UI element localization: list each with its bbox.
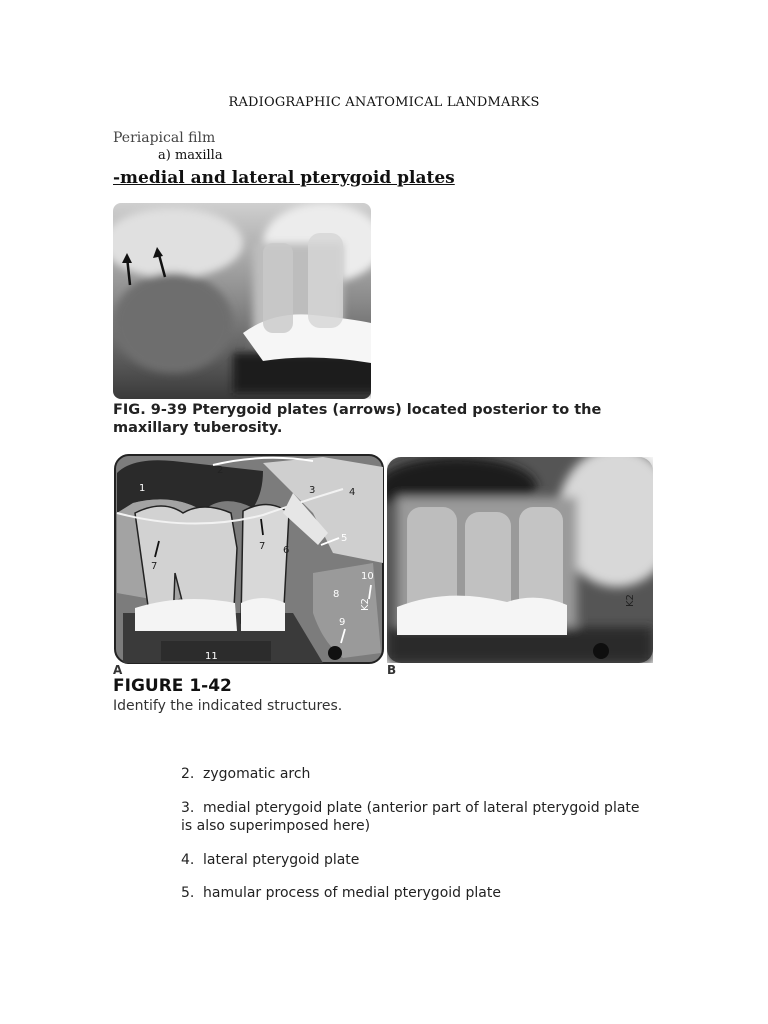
diagram-number: 1 [139, 483, 146, 494]
subsection-label: a) maxilla [158, 148, 223, 163]
answer-number: 5. [181, 885, 195, 901]
diagram-number: 10 [361, 571, 374, 582]
diagram-number: 8 [333, 589, 340, 600]
answer-text: lateral pterygoid plate [203, 852, 360, 868]
panel-label-a: A [113, 663, 123, 677]
answer-number: 2. [181, 766, 195, 782]
film-marking: K2 [625, 594, 636, 607]
diagram-number: 11 [205, 651, 218, 662]
figure-1-42-title: FIGURE 1-42 [113, 676, 232, 696]
diagram-number: 9 [339, 617, 346, 628]
film-marking: K2 [360, 598, 371, 611]
answer-number: 3. [181, 800, 195, 816]
diagram-number: 6 [283, 545, 290, 556]
answer-text: hamular process of medial pterygoid plate [203, 885, 501, 901]
diagram-number: 7 [151, 561, 158, 572]
figure-1-42-diagram [113, 453, 385, 665]
diagram-number: 3 [309, 485, 316, 496]
answer-number: 4. [181, 852, 195, 868]
answer-text: medial pterygoid plate (anterior part of lateral pterygoid plate is also superimposed here) [181, 800, 640, 834]
answer-item [181, 851, 651, 869]
answer-item [181, 765, 651, 783]
diagram-number: 4 [349, 487, 356, 498]
figure-9-39-caption: FIG. 9-39 Pterygoid plates (arrows) located posterior to the maxillary tuberosity. [113, 402, 602, 436]
page-title: RADIOGRAPHIC ANATOMICAL LANDMARKS [228, 95, 540, 110]
diagram-number: 5 [341, 533, 348, 544]
film-type-label: Periapical film [113, 130, 216, 146]
answer-item [181, 884, 651, 902]
pterygoid-xray-image [113, 203, 371, 399]
figure-instruction: Identify the indicated structures. [113, 698, 343, 714]
diagram-number: 7 [259, 541, 266, 552]
section-heading: -medial and lateral pterygoid plates [113, 168, 455, 188]
answer-text: zygomatic arch [203, 766, 311, 782]
figure-1-42-radiograph [387, 457, 653, 663]
answer-item [181, 799, 651, 835]
panel-label-b: B [387, 663, 397, 677]
diagram-number: 2 [217, 465, 224, 476]
